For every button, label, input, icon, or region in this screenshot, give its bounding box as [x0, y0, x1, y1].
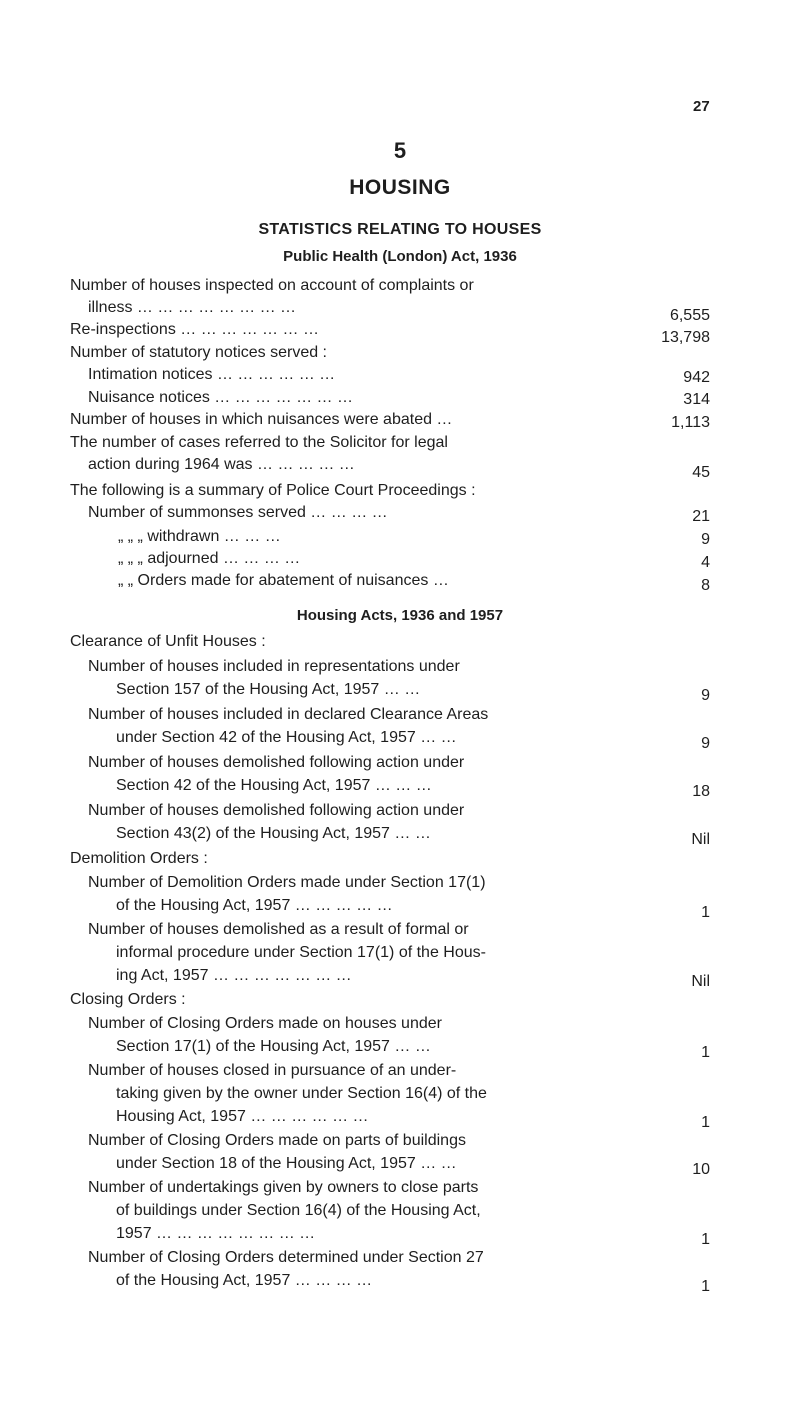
value-reinspections: 13,798	[661, 329, 710, 346]
section-heading-public-health: Public Health (London) Act, 1936	[283, 248, 517, 265]
text-line: Clearance of Unfit Houses :	[70, 633, 266, 650]
value-c2: 9	[701, 735, 710, 752]
text-line: Nuisance notices … … … … … … …	[88, 389, 353, 406]
text-line: under Section 42 of the Housing Act, 1957 … …	[116, 729, 457, 746]
value-e3: 10	[692, 1161, 710, 1178]
value-c3: 18	[692, 783, 710, 800]
text-line: Number of Closing Orders determined under Section 27	[88, 1249, 484, 1266]
value-e1: 1	[701, 1044, 710, 1061]
text-line: Section 17(1) of the Housing Act, 1957 … …	[116, 1038, 431, 1055]
value-d1: 1	[701, 904, 710, 921]
text-line: Number of statutory notices served :	[70, 344, 327, 361]
value-adjourned: 4	[701, 554, 710, 571]
value-served: 21	[692, 508, 710, 525]
value-orders: 8	[701, 577, 710, 594]
text-line: Number of summonses served … … … …	[88, 504, 388, 521]
text-line: Section 43(2) of the Housing Act, 1957 … …	[116, 825, 431, 842]
text-line: Number of Demolition Orders made under Section 17(1)	[88, 874, 486, 891]
text-line: Number of houses demolished as a result of formal or	[88, 921, 469, 938]
text-line: „ „ „ withdrawn … … …	[118, 528, 281, 545]
text-line: Housing Act, 1957 … … … … … …	[116, 1108, 369, 1125]
chapter-number: 5	[393, 138, 407, 163]
text-line: 1957 … … … … … … … …	[116, 1225, 316, 1242]
text-line: action during 1964 was … … … … …	[88, 456, 355, 473]
text-line: Number of houses demolished following action under	[88, 754, 465, 771]
value-e2: 1	[701, 1114, 710, 1131]
text-line: Number of houses closed in pursuance of an under-	[88, 1062, 457, 1079]
text-line: of the Housing Act, 1957 … … … … …	[116, 897, 393, 914]
page-number: 27	[693, 98, 710, 115]
text-line: Section 157 of the Housing Act, 1957 … …	[116, 681, 421, 698]
text-line: Number of Closing Orders made on parts of buildings	[88, 1132, 466, 1149]
text-line: Number of houses demolished following action under	[88, 802, 465, 819]
value-e5: 1	[701, 1278, 710, 1295]
text-line: Closing Orders :	[70, 991, 186, 1008]
text-line: The following is a summary of Police Court Proceedings :	[70, 482, 476, 499]
value-abated: 1,113	[671, 414, 710, 431]
value-intimation: 942	[683, 369, 710, 386]
value-legal: 45	[692, 464, 710, 481]
value-withdrawn: 9	[701, 531, 710, 548]
text-line: informal procedure under Section 17(1) of the Hous-	[116, 944, 486, 961]
text-line: „ „ Orders made for abatement of nuisances …	[118, 572, 449, 589]
section-heading-housing-acts: Housing Acts, 1936 and 1957	[296, 607, 504, 624]
text-line: of the Housing Act, 1957 … … … …	[116, 1272, 373, 1289]
value-nuisance: 314	[683, 391, 710, 408]
text-line: Number of Closing Orders made on houses under	[88, 1015, 442, 1032]
text-line: Re-inspections … … … … … … …	[70, 321, 319, 338]
text-line: of buildings under Section 16(4) of the Housing Act,	[116, 1202, 481, 1219]
value-d2: Nil	[691, 973, 710, 990]
text-line: „ „ „ adjourned … … … …	[118, 550, 301, 567]
text-line: Intimation notices … … … … … …	[88, 366, 336, 383]
text-line: ing Act, 1957 … … … … … … …	[116, 967, 352, 984]
text-line: Number of houses included in declared Clearance Areas	[88, 706, 489, 723]
page-subtitle: STATISTICS RELATING TO HOUSES	[258, 221, 542, 238]
text-line: Number of undertakings given by owners to close parts	[88, 1179, 479, 1196]
page-title: HOUSING	[349, 176, 451, 199]
text-line: Section 42 of the Housing Act, 1957 … … …	[116, 777, 432, 794]
text-line: Number of houses in which nuisances were abated …	[70, 411, 453, 428]
text-line: taking given by the owner under Section 16(4) of the	[116, 1085, 487, 1102]
text-line: Number of houses included in representations under	[88, 658, 460, 675]
value-e4: 1	[701, 1231, 710, 1248]
text-line: Number of houses inspected on account of complaints or	[70, 277, 474, 294]
value-c1: 9	[701, 687, 710, 704]
text-line: Demolition Orders :	[70, 850, 208, 867]
value-c4: Nil	[691, 831, 710, 848]
text-line: under Section 18 of the Housing Act, 1957 … …	[116, 1155, 457, 1172]
text-line: The number of cases referred to the Solicitor for legal	[70, 434, 448, 451]
text-line: illness … … … … … … … …	[88, 299, 297, 316]
value-illness: 6,555	[669, 307, 710, 324]
